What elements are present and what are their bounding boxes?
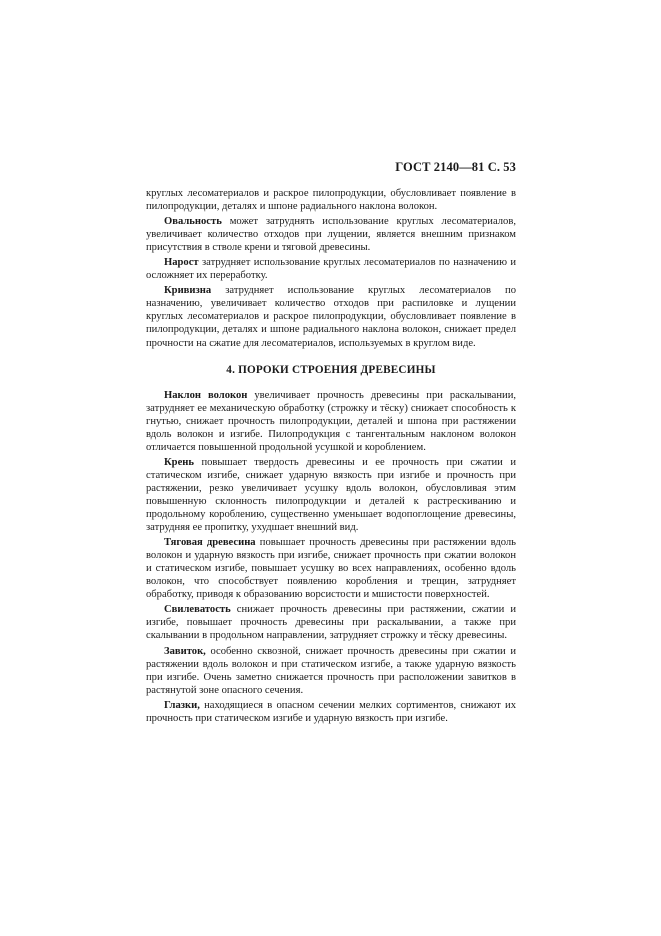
paragraph-term: Тяговая древесина	[164, 537, 256, 549]
paragraph-text: затрудняет использование круглых лесоматериалов по назначению, увеличивает количество отходов при распиловке и лущении круглых лесоматериалов и раскрое пилопродукции, обусловливает появление в пилопродукции, деталях и шпоне радиального наклона волокон, снижает предел прочности на сжатие для лесоматериалов, используемых в круглом виде.	[146, 285, 516, 349]
paragraph-text: увеличивает прочность древесины при раскалывании, затрудняет ее механическую обработку (строжку и тёску) снижает способность к гнутью, снижает прочность пилопродукции, деталей и шпона при растяжении вдоль волокон и изгибе. Пилопродукция с тангентальным наклоном волокон отличается повышенной продольной усушкой и короблением.	[146, 389, 517, 453]
paragraph	[146, 456, 516, 534]
paragraph-term: Кривизна	[164, 285, 212, 297]
paragraph-text: особенно сквозной, снижает прочность древесины при сжатии и растяжении вдоль волокон и при статическом изгибе, а также ударную вязкость при изгибе. Очень заметно снижается прочность при расположении завитков в растянутой зоне опасного сечения.	[146, 645, 516, 696]
body-text	[146, 187, 516, 727]
paragraph	[146, 256, 516, 282]
paragraph-term: Овальность	[164, 216, 222, 228]
page-header: ГОСТ 2140—81 С. 53	[395, 160, 516, 174]
paragraph-term: Глазки,	[164, 699, 200, 711]
paragraph	[146, 603, 516, 642]
paragraph	[146, 536, 516, 601]
paragraph-text: повышает прочность древесины при растяжении вдоль волокон и ударную вязкость при изгибе, снижает прочность при сжатии волокон и статическом изгибе, повышает усушку во всех направлениях, особенно вдоль волокон, что способствует появлению коробления и трещин, затрудняет обработку, приводя к образованию ворсистости и мшистости поверхностей.	[146, 537, 516, 601]
paragraph	[146, 699, 516, 725]
paragraph-term: Завиток,	[164, 645, 206, 657]
paragraph-text: находящиеся в опасном сечении мелких сортиментов, снижают их прочность при статическом изгибе и ударную вязкость при изгибе.	[146, 699, 516, 724]
paragraph-term: Наклон волокон	[164, 389, 248, 401]
paragraph-text: круглых лесоматериалов и раскрое пилопродукции, обусловливает появление в пилопродукции, деталях и шпоне радиального наклона волокон.	[146, 188, 516, 213]
paragraph-text: затрудняет использование круглых лесоматериалов по назначению и осложняет их переработку.	[146, 257, 516, 282]
section-title: 4. ПОРОКИ СТРОЕНИЯ ДРЕВЕСИНЫ	[226, 363, 436, 376]
paragraph-term: Нарост	[164, 257, 199, 269]
paragraph-text: может затруднять использование круглых лесоматериалов, увеличивает количество отходов при лущении, является внешним признаком присутствия в стволе крени и тяговой древесины.	[146, 216, 516, 254]
paragraph	[146, 284, 516, 349]
paragraph	[146, 389, 516, 454]
paragraph-text: снижает прочность древесины при растяжении, сжатии и изгибе, повышает прочность древесины при раскалывании, а также при скалывании в продольном направлении, затрудняет строжку и тёску древесины.	[146, 604, 516, 642]
paragraph-term: Крень	[164, 456, 194, 468]
paragraph	[146, 645, 516, 697]
paragraph-text: повышает твердость древесины и ее прочность при сжатии и статическом изгибе, снижает ударную вязкость при изгибе и прочность при растяжении, резко увеличивает усушку вдоль волокон, обусловливая этим повышенную склонность пилопродукции и деталей к растрескиванию и продольному короблению, существенно уменьшает водопоглощение древесины, затрудняя ее пропитку, ухудшает внешний вид.	[146, 456, 516, 534]
paragraph-term: Свилеватость	[164, 604, 231, 616]
paragraph	[146, 187, 516, 213]
paragraph	[146, 215, 516, 254]
